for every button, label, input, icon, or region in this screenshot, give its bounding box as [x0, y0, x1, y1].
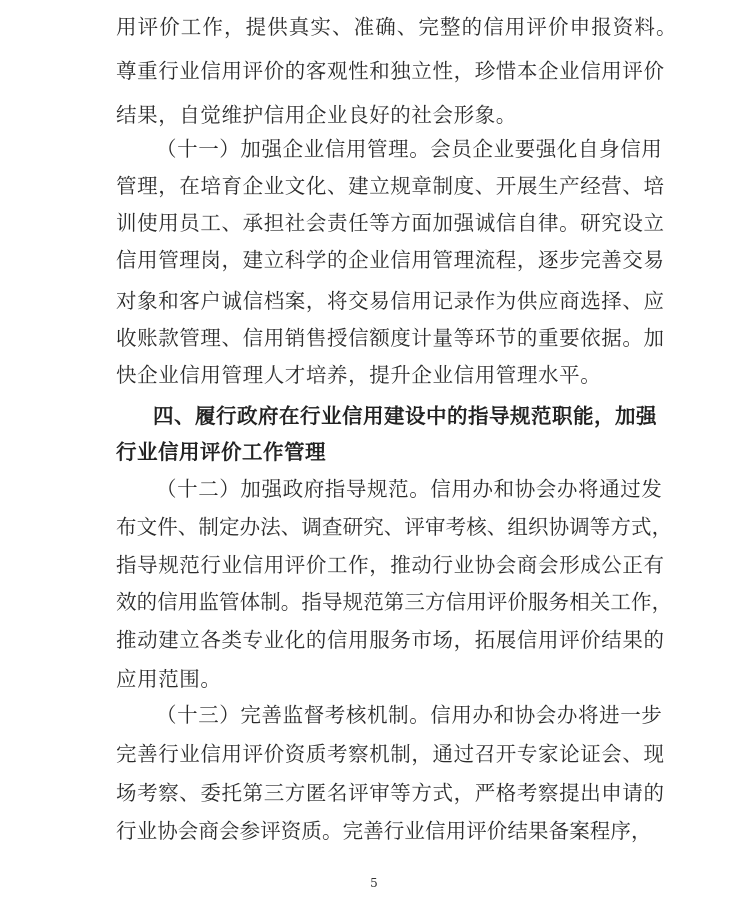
text-line: 尊重行业信用评价的客观性和独立性，珍惜本企业信用评价 — [116, 59, 665, 83]
page-number: 5 — [370, 876, 378, 890]
text-line: 行业协会商会参评资质。完善行业信用评价结果备案程序， — [116, 819, 652, 843]
text-line: 信用管理岗，建立科学的企业信用管理流程，逐步完善交易 — [116, 248, 665, 272]
text-line: 管理，在培育企业文化、建立规章制度、开展生产经营、培 — [116, 174, 665, 198]
text-line: 用评价工作，提供真实、准确、完整的信用评价申报资料。 — [116, 15, 678, 39]
text-line: 快企业信用管理人才培养，提升企业信用管理水平。 — [116, 363, 602, 387]
text-line: 收账款管理、信用销售授信额度计量等环节的重要依据。加 — [116, 326, 665, 350]
text-line: 场考察、委托第三方匿名评审等方式，严格考察提出申请的 — [116, 781, 665, 805]
text-line: 对象和客户诚信档案，将交易信用记录作为供应商选择、应 — [116, 289, 665, 313]
text-line: （十一）加强企业信用管理。会员企业要强化自身信用 — [156, 137, 663, 161]
text-line: 应用范围。 — [116, 667, 222, 691]
text-line: 效的信用监管体制。指导规范第三方信用评价服务相关工作， — [116, 590, 673, 614]
text-line: 结果，自觉维护信用企业良好的社会形象。 — [116, 103, 517, 127]
text-line: 布文件、制定办法、调查研究、评审考核、组织协调等方式， — [116, 515, 673, 539]
text-line: 推动建立各类专业化的信用服务市场，拓展信用评价结果的 — [116, 628, 665, 652]
section-heading: 四、履行政府在行业信用建设中的指导规范职能，加强 — [153, 404, 657, 428]
text-line: （十二）加强政府指导规范。信用办和协会办将通过发 — [156, 477, 663, 501]
text-line: 训使用员工、承担社会责任等方面加强诚信自律。研究设立 — [116, 211, 665, 235]
section-heading: 行业信用评价工作管理 — [116, 440, 326, 464]
text-line: （十三）完善监督考核机制。信用办和协会办将进一步 — [156, 703, 663, 727]
text-line: 完善行业信用评价资质考察机制，通过召开专家论证会、现 — [116, 742, 665, 766]
text-line: 指导规范行业信用评价工作，推动行业协会商会形成公正有 — [116, 553, 665, 577]
